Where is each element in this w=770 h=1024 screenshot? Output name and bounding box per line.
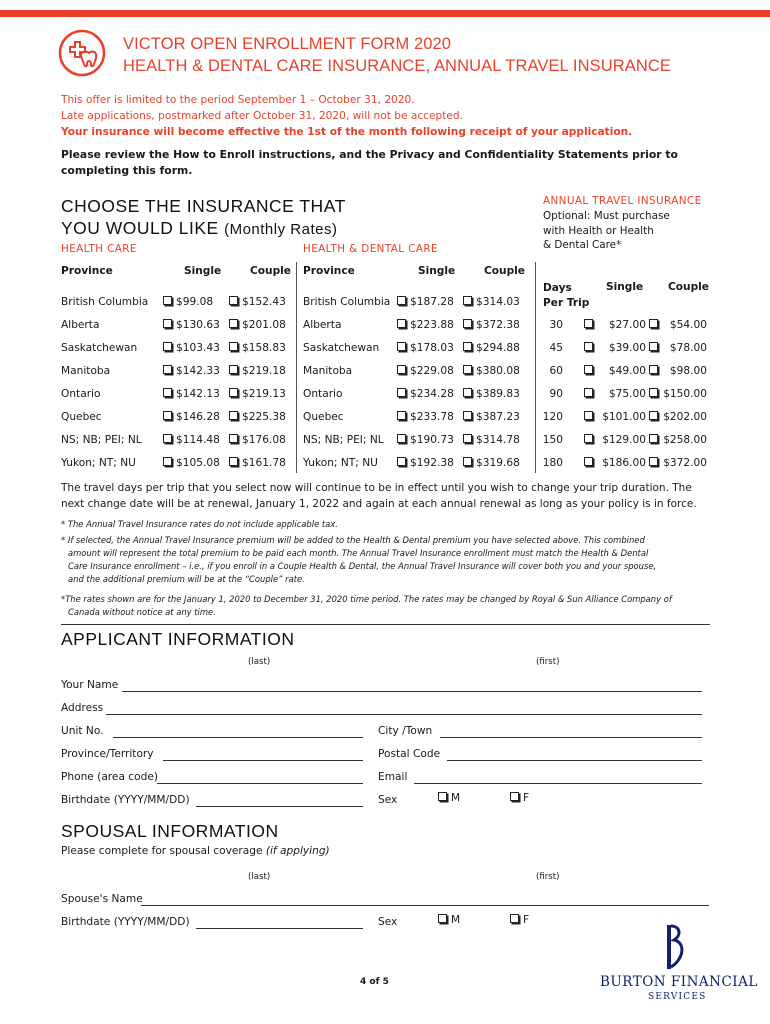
days-header-line1: Days bbox=[543, 282, 572, 294]
travel-single-rate[interactable] bbox=[584, 319, 646, 331]
sex-m-label: M bbox=[451, 792, 461, 804]
province-territory-field[interactable] bbox=[163, 760, 363, 761]
checkbox[interactable] bbox=[463, 342, 472, 351]
hd-couple-rate-value: $389.83 bbox=[476, 388, 520, 400]
health-province: Alberta bbox=[61, 319, 100, 331]
note-combined-line3: Care Insurance enrollment – i.e., if you enroll in a Couple Health & Dental, the Annual Travel Insurance will cover both you and your spouse, bbox=[68, 561, 657, 571]
checkbox[interactable] bbox=[229, 342, 238, 351]
monthly-rates-label: (Monthly Rates) bbox=[224, 221, 338, 238]
checkbox[interactable] bbox=[649, 411, 658, 420]
hd-couple-header: Couple bbox=[484, 265, 525, 277]
travel-couple-rate-value: $150.00 bbox=[663, 388, 707, 400]
health-couple-header: Couple bbox=[250, 265, 291, 277]
health-single-rate[interactable] bbox=[163, 342, 220, 354]
hd-province: Saskatchewan bbox=[303, 342, 380, 354]
spouse-name-label: Spouse's Name bbox=[61, 893, 143, 905]
your-name-label: Your Name bbox=[61, 679, 119, 691]
spouse-sex-f-option[interactable] bbox=[510, 914, 529, 926]
notice-effective: Your insurance will become effective the 1st of the month following receipt of your application. bbox=[61, 126, 633, 138]
unit-no-label: Unit No. bbox=[61, 725, 104, 737]
hd-province: Quebec bbox=[303, 411, 344, 423]
checkbox[interactable] bbox=[397, 296, 406, 305]
health-single-rate-value: $114.48 bbox=[176, 434, 220, 446]
checkbox[interactable] bbox=[397, 342, 406, 351]
health-couple-rate[interactable] bbox=[229, 365, 286, 377]
sex-f-label: F bbox=[523, 792, 530, 804]
travel-single-rate-value: $101.00 bbox=[602, 411, 646, 423]
health-single-rate[interactable] bbox=[163, 319, 220, 331]
sex-label: Sex bbox=[378, 794, 398, 806]
hd-single-rate-value: $229.08 bbox=[410, 365, 454, 377]
city-label: City /Town bbox=[378, 725, 433, 737]
spouse-sex-m-option[interactable] bbox=[438, 914, 460, 926]
hd-single-rate[interactable] bbox=[397, 457, 454, 469]
hd-single-rate[interactable] bbox=[397, 388, 454, 400]
hd-couple-rate-value: $387.23 bbox=[476, 411, 520, 423]
travel-days: 90 bbox=[549, 388, 563, 400]
checkbox[interactable] bbox=[649, 434, 658, 443]
travel-single-rate[interactable] bbox=[584, 434, 646, 446]
travel-optional-line2: with Health or Health bbox=[543, 224, 654, 237]
hd-couple-rate[interactable] bbox=[463, 457, 520, 469]
travel-couple-rate-value: $372.00 bbox=[663, 457, 707, 469]
travel-couple-rate[interactable] bbox=[649, 388, 707, 400]
days-header-line2: Per Trip bbox=[543, 297, 590, 309]
province-territory-label: Province/Territory bbox=[61, 748, 154, 760]
travel-couple-rate[interactable] bbox=[649, 319, 707, 331]
travel-days-explanation: The travel days per trip that you select now will continue to be in effect until you wish to change your trip duration. The next change date will be at renewal, January 1, 2022 and again at each annual renewal as long as your policy is in force. bbox=[61, 482, 697, 510]
travel-couple-rate-value: $78.00 bbox=[669, 342, 707, 354]
hd-couple-rate[interactable] bbox=[463, 411, 520, 423]
form-title bbox=[123, 33, 671, 77]
checkbox[interactable] bbox=[163, 342, 172, 351]
checkbox[interactable] bbox=[397, 457, 406, 466]
hd-single-rate[interactable] bbox=[397, 342, 454, 354]
brand-services: SERVICES bbox=[648, 992, 707, 1002]
hd-single-rate-value: $192.38 bbox=[410, 457, 454, 469]
travel-single-rate[interactable] bbox=[584, 365, 646, 377]
checkbox[interactable] bbox=[463, 457, 472, 466]
health-couple-rate[interactable] bbox=[229, 342, 286, 354]
first-name-hint: (first) bbox=[536, 657, 560, 667]
note-tax: * The Annual Travel Insurance rates do not include applicable tax. bbox=[61, 519, 338, 529]
email-field[interactable] bbox=[414, 783, 702, 784]
travel-days: 45 bbox=[549, 342, 563, 354]
travel-days: 60 bbox=[549, 365, 563, 377]
review-instructions: Please review the How to Enroll instructions, and the Privacy and Confidentiality Statements prior to completing this form. bbox=[61, 148, 678, 177]
checkbox[interactable] bbox=[229, 365, 238, 374]
checkbox[interactable] bbox=[649, 319, 658, 328]
health-province: Quebec bbox=[61, 411, 102, 423]
hd-couple-rate[interactable] bbox=[463, 388, 520, 400]
note-combined-line1: * If selected, the Annual Travel Insurance premium will be added to the Health & Dental premium you have selected above. This combined bbox=[61, 535, 645, 545]
health-dental-logo-icon bbox=[57, 28, 107, 78]
note-rate-line1: *The rates shown are for the January 1, 2020 to December 31, 2020 time period. The rates may be changed by Royal & Sun Alliance Company of bbox=[61, 594, 672, 604]
note-rate-period bbox=[61, 593, 721, 619]
checkbox[interactable] bbox=[397, 388, 406, 397]
burton-b-logo-icon bbox=[664, 924, 686, 970]
hd-couple-rate[interactable] bbox=[463, 365, 520, 377]
travel-optional-note bbox=[543, 209, 670, 253]
hd-single-rate-value: $187.28 bbox=[410, 296, 454, 308]
travel-single-header: Single bbox=[606, 281, 644, 293]
notice-late: Late applications, postmarked after October 31, 2020, will not be accepted. bbox=[61, 110, 463, 122]
checkbox[interactable] bbox=[229, 434, 238, 443]
spousal-subtitle-text: Please complete for spousal coverage bbox=[61, 845, 266, 857]
travel-single-rate-value: $129.00 bbox=[602, 434, 646, 446]
checkbox[interactable] bbox=[510, 914, 519, 923]
checkbox[interactable] bbox=[463, 411, 472, 420]
checkbox[interactable] bbox=[649, 388, 658, 397]
hd-province: Manitoba bbox=[303, 365, 353, 377]
checkbox[interactable] bbox=[649, 342, 658, 351]
travel-single-rate-value: $39.00 bbox=[608, 342, 646, 354]
health-care-label: HEALTH CARE bbox=[61, 243, 137, 255]
hd-single-rate[interactable] bbox=[397, 411, 454, 423]
health-single-rate[interactable] bbox=[163, 411, 220, 423]
travel-couple-rate[interactable] bbox=[649, 342, 707, 354]
travel-couple-rate-value: $98.00 bbox=[669, 365, 707, 377]
section-divider bbox=[61, 624, 710, 625]
health-single-rate-value: $99.08 bbox=[176, 296, 214, 308]
column-divider bbox=[296, 262, 297, 473]
hd-province-header: Province bbox=[303, 265, 355, 277]
health-single-rate-value: $146.28 bbox=[176, 411, 220, 423]
spouse-sex-m-label: M bbox=[451, 914, 461, 926]
hd-couple-rate[interactable] bbox=[463, 319, 520, 331]
health-couple-rate-value: $225.38 bbox=[242, 411, 286, 423]
health-single-rate[interactable] bbox=[163, 388, 220, 400]
health-couple-rate-value: $176.08 bbox=[242, 434, 286, 446]
health-province: Saskatchewan bbox=[61, 342, 138, 354]
birthdate-field[interactable] bbox=[196, 806, 363, 807]
spousal-subtitle bbox=[61, 845, 330, 857]
address-field[interactable] bbox=[106, 714, 702, 715]
health-dental-care-label: HEALTH & DENTAL CARE bbox=[303, 243, 438, 255]
travel-couple-rate[interactable] bbox=[649, 434, 707, 446]
hd-province: Ontario bbox=[303, 388, 343, 400]
hd-single-rate[interactable] bbox=[397, 365, 454, 377]
checkbox[interactable] bbox=[463, 388, 472, 397]
spousal-heading: SPOUSAL INFORMATION bbox=[61, 821, 279, 841]
checkbox[interactable] bbox=[438, 914, 447, 923]
spouse-sex-f-label: F bbox=[523, 914, 530, 926]
checkbox[interactable] bbox=[163, 296, 172, 305]
hd-single-rate-value: $223.88 bbox=[410, 319, 454, 331]
checkbox[interactable] bbox=[584, 342, 593, 351]
travel-days: 120 bbox=[542, 411, 563, 423]
hd-single-rate[interactable] bbox=[397, 296, 454, 308]
health-single-rate-value: $142.13 bbox=[176, 388, 220, 400]
health-single-rate[interactable] bbox=[163, 434, 220, 446]
travel-couple-rate-value: $258.00 bbox=[663, 434, 707, 446]
checkbox[interactable] bbox=[163, 365, 172, 374]
health-couple-rate-value: $152.43 bbox=[242, 296, 286, 308]
checkbox[interactable] bbox=[584, 411, 593, 420]
your-name-field[interactable] bbox=[122, 691, 702, 692]
hd-couple-rate-value: $314.03 bbox=[476, 296, 520, 308]
travel-optional-line3: & Dental Care* bbox=[543, 239, 622, 251]
annual-travel-insurance-label: ANNUAL TRAVEL INSURANCE bbox=[543, 195, 702, 207]
hd-province: NS; NB; PEI; NL bbox=[303, 434, 384, 446]
hd-couple-rate-value: $372.38 bbox=[476, 319, 520, 331]
hd-single-rate-value: $233.78 bbox=[410, 411, 454, 423]
hd-single-rate[interactable] bbox=[397, 434, 454, 446]
travel-single-rate-value: $75.00 bbox=[608, 388, 646, 400]
checkbox[interactable] bbox=[584, 319, 593, 328]
health-couple-rate[interactable] bbox=[229, 319, 286, 331]
checkbox[interactable] bbox=[649, 365, 658, 374]
checkbox[interactable] bbox=[510, 792, 519, 801]
travel-couple-rate[interactable] bbox=[649, 411, 707, 423]
checkbox[interactable] bbox=[463, 365, 472, 374]
travel-single-rate-value: $186.00 bbox=[602, 457, 646, 469]
email-label: Email bbox=[378, 771, 408, 783]
health-province: British Columbia bbox=[61, 296, 149, 308]
note-combined-premium bbox=[61, 534, 721, 586]
hd-single-rate-value: $234.28 bbox=[410, 388, 454, 400]
city-field[interactable] bbox=[440, 737, 702, 738]
travel-optional-line1: Optional: Must purchase bbox=[543, 210, 670, 222]
health-couple-rate[interactable] bbox=[229, 457, 286, 469]
checkbox[interactable] bbox=[163, 319, 172, 328]
travel-single-rate[interactable] bbox=[584, 388, 646, 400]
health-couple-rate-value: $219.13 bbox=[242, 388, 286, 400]
health-single-rate-value: $105.08 bbox=[176, 457, 220, 469]
hd-single-rate-value: $178.03 bbox=[410, 342, 454, 354]
checkbox[interactable] bbox=[163, 388, 172, 397]
last-name-hint: (last) bbox=[248, 657, 271, 667]
health-province: Ontario bbox=[61, 388, 101, 400]
note-combined-line4: and the additional premium will be at the “Couple” rate. bbox=[68, 574, 305, 584]
address-label: Address bbox=[61, 702, 104, 714]
hd-couple-rate[interactable] bbox=[463, 342, 520, 354]
health-couple-rate-value: $158.83 bbox=[242, 342, 286, 354]
health-province: NS; NB; PEI; NL bbox=[61, 434, 142, 446]
checkbox[interactable] bbox=[463, 319, 472, 328]
note-combined-line2: amount will represent the total premium to be paid each month. The Annual Travel Insurance enrollment must match the Health & Dental bbox=[68, 548, 649, 558]
checkbox[interactable] bbox=[584, 457, 593, 466]
postal-code-label: Postal Code bbox=[378, 748, 441, 760]
hd-province: British Columbia bbox=[303, 296, 391, 308]
health-single-rate[interactable] bbox=[163, 457, 220, 469]
travel-days: 180 bbox=[542, 457, 563, 469]
hd-couple-rate[interactable] bbox=[463, 434, 520, 446]
health-couple-rate[interactable] bbox=[229, 411, 286, 423]
checkbox[interactable] bbox=[163, 411, 172, 420]
hd-province: Yukon; NT; NU bbox=[303, 457, 378, 469]
checkbox[interactable] bbox=[584, 434, 593, 443]
health-couple-rate[interactable] bbox=[229, 296, 286, 308]
checkbox[interactable] bbox=[229, 411, 238, 420]
hd-couple-rate[interactable] bbox=[463, 296, 520, 308]
hd-couple-rate-value: $319.68 bbox=[476, 457, 520, 469]
health-single-rate-value: $103.43 bbox=[176, 342, 220, 354]
checkbox[interactable] bbox=[229, 319, 238, 328]
birthdate-label: Birthdate (YYYY/MM/DD) bbox=[61, 794, 190, 806]
travel-single-rate-value: $27.00 bbox=[608, 319, 646, 331]
checkbox[interactable] bbox=[649, 457, 658, 466]
travel-days-header bbox=[543, 281, 589, 311]
enrollment-notice bbox=[61, 92, 632, 140]
health-couple-rate-value: $201.08 bbox=[242, 319, 286, 331]
travel-days: 150 bbox=[542, 434, 563, 446]
sex-f-option[interactable] bbox=[510, 792, 529, 804]
travel-couple-rate-value: $54.00 bbox=[669, 319, 707, 331]
phone-field[interactable] bbox=[157, 783, 363, 784]
travel-single-rate[interactable] bbox=[584, 457, 646, 469]
travel-couple-rate[interactable] bbox=[649, 365, 707, 377]
choose-heading-line2: YOU WOULD LIKE bbox=[61, 218, 225, 238]
hd-couple-rate-value: $294.88 bbox=[476, 342, 520, 354]
checkbox[interactable] bbox=[397, 365, 406, 374]
choose-heading-line1: CHOOSE THE INSURANCE THAT bbox=[61, 196, 346, 216]
hd-single-rate[interactable] bbox=[397, 319, 454, 331]
spouse-name-field[interactable] bbox=[141, 905, 709, 906]
travel-days: 30 bbox=[549, 319, 563, 331]
form-title-line2: HEALTH & DENTAL CARE INSURANCE, ANNUAL TRAVEL INSURANCE bbox=[123, 57, 671, 75]
health-single-header: Single bbox=[184, 265, 222, 277]
travel-couple-rate[interactable] bbox=[649, 457, 707, 469]
checkbox[interactable] bbox=[397, 411, 406, 420]
health-couple-rate-value: $161.78 bbox=[242, 457, 286, 469]
travel-couple-header: Couple bbox=[668, 281, 709, 293]
travel-couple-rate-value: $202.00 bbox=[663, 411, 707, 423]
phone-label: Phone (area code) bbox=[61, 771, 158, 783]
health-couple-rate[interactable] bbox=[229, 434, 286, 446]
checkbox[interactable] bbox=[397, 319, 406, 328]
health-single-rate[interactable] bbox=[163, 365, 220, 377]
health-single-rate-value: $130.63 bbox=[176, 319, 220, 331]
brand-name: BURTON FINANCIAL bbox=[600, 974, 758, 990]
choose-insurance-heading bbox=[61, 195, 346, 241]
notice-period: This offer is limited to the period September 1 – October 31, 2020. bbox=[61, 94, 415, 106]
checkbox[interactable] bbox=[584, 388, 593, 397]
hd-couple-rate-value: $314.78 bbox=[476, 434, 520, 446]
travel-single-rate[interactable] bbox=[584, 411, 646, 423]
checkbox[interactable] bbox=[397, 434, 406, 443]
applicant-heading: APPLICANT INFORMATION bbox=[61, 629, 295, 649]
checkbox[interactable] bbox=[463, 296, 472, 305]
checkbox[interactable] bbox=[584, 365, 593, 374]
page-number: 4 of 5 bbox=[360, 977, 389, 987]
spouse-birthdate-label: Birthdate (YYYY/MM/DD) bbox=[61, 916, 190, 928]
checkbox[interactable] bbox=[229, 388, 238, 397]
spousal-subtitle-if-applying: (if applying) bbox=[265, 845, 330, 857]
checkbox[interactable] bbox=[163, 457, 172, 466]
spouse-first-name-hint: (first) bbox=[536, 872, 560, 882]
checkbox[interactable] bbox=[229, 457, 238, 466]
travel-single-rate-value: $49.00 bbox=[608, 365, 646, 377]
health-province-header: Province bbox=[61, 265, 113, 277]
health-couple-rate-value: $219.18 bbox=[242, 365, 286, 377]
burton-financial-logo bbox=[598, 924, 758, 1014]
unit-no-field[interactable] bbox=[113, 737, 363, 738]
health-couple-rate[interactable] bbox=[229, 388, 286, 400]
checkbox[interactable] bbox=[163, 434, 172, 443]
checkbox[interactable] bbox=[438, 792, 447, 801]
postal-code-field[interactable] bbox=[447, 760, 702, 761]
form-title-line1: VICTOR OPEN ENROLLMENT FORM 2020 bbox=[123, 35, 452, 53]
hd-single-header: Single bbox=[418, 265, 456, 277]
sex-m-option[interactable] bbox=[438, 792, 460, 804]
health-province: Yukon; NT; NU bbox=[61, 457, 136, 469]
health-single-rate[interactable] bbox=[163, 296, 213, 308]
hd-province: Alberta bbox=[303, 319, 342, 331]
checkbox[interactable] bbox=[229, 296, 238, 305]
travel-single-rate[interactable] bbox=[584, 342, 646, 354]
hd-couple-rate-value: $380.08 bbox=[476, 365, 520, 377]
health-single-rate-value: $142.33 bbox=[176, 365, 220, 377]
checkbox[interactable] bbox=[463, 434, 472, 443]
spouse-birthdate-field[interactable] bbox=[196, 928, 363, 929]
health-province: Manitoba bbox=[61, 365, 111, 377]
spouse-last-name-hint: (last) bbox=[248, 872, 271, 882]
spouse-sex-label: Sex bbox=[378, 916, 398, 928]
hd-single-rate-value: $190.73 bbox=[410, 434, 454, 446]
top-accent-bar bbox=[0, 10, 770, 17]
note-rate-line2: Canada without notice at any time. bbox=[68, 607, 216, 617]
